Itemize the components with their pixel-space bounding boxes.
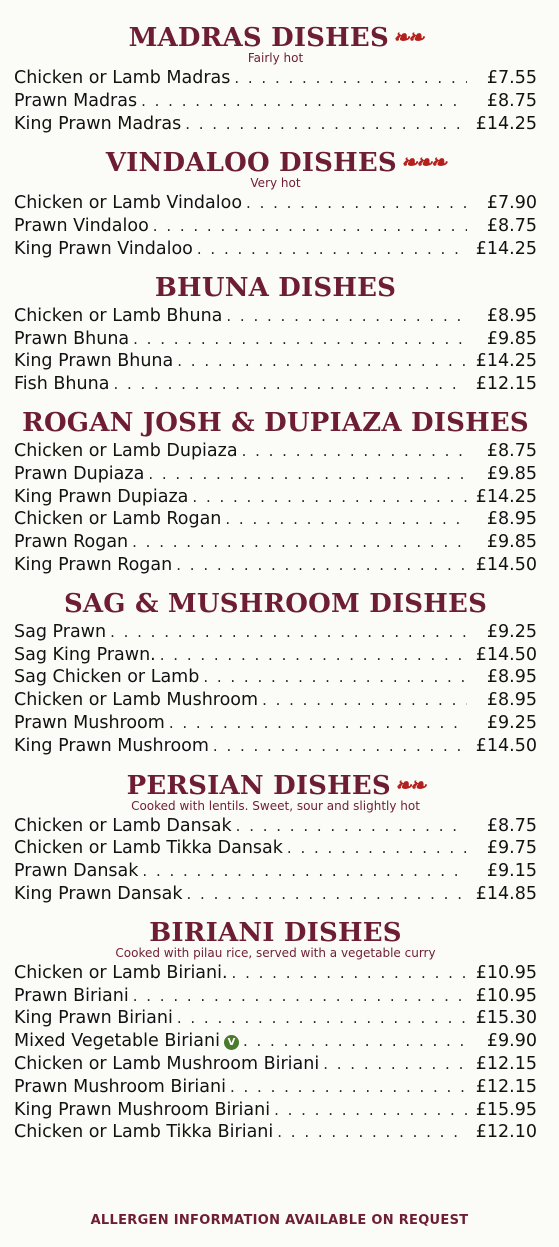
- item-price: £9.90: [486, 1031, 537, 1052]
- item-name-text: Chicken or Lamb Vindaloo: [14, 193, 243, 214]
- menu-item: [14, 666, 537, 689]
- dot-leader: [236, 815, 467, 838]
- dot-leader: [177, 1007, 467, 1030]
- item-name-text: King Prawn Biriani: [14, 1008, 173, 1029]
- double-chilli-icon: ❧❧: [394, 772, 425, 797]
- item-name: [14, 463, 144, 486]
- menu-item: [14, 962, 537, 985]
- item-name-text: Chicken or Lamb Mushroom: [14, 690, 259, 711]
- menu-section: [14, 408, 537, 577]
- allergen-footer: ALLERGEN INFORMATION AVAILABLE ON REQUEST: [90, 1213, 469, 1228]
- item-price: £8.75: [486, 216, 537, 237]
- item-name-text: Prawn Madras: [14, 90, 138, 111]
- menu-item: [14, 67, 537, 90]
- dot-leader: [246, 192, 467, 215]
- item-list: [14, 305, 537, 396]
- item-price: £8.95: [486, 690, 537, 711]
- item-name-text: Sag King Prawn.: [14, 644, 156, 665]
- item-name-text: King Prawn Vindaloo: [14, 238, 193, 259]
- double-chilli-icon: ❧❧: [392, 25, 423, 49]
- item-name: [14, 328, 129, 351]
- item-price: £9.25: [486, 712, 537, 733]
- item-price: £15.30: [475, 1008, 537, 1029]
- item-price: £14.25: [475, 238, 537, 259]
- item-name-text: Chicken or Lamb Tikka Dansak: [14, 838, 283, 859]
- item-price: £14.25: [475, 113, 537, 134]
- item-price: £9.85: [486, 463, 537, 484]
- item-name-text: King Prawn Dupiaza: [14, 486, 189, 507]
- menu-item: [14, 985, 537, 1008]
- menu-item: [14, 883, 537, 906]
- dot-leader: [323, 1053, 467, 1076]
- item-name-text: King Prawn Mushroom: [14, 735, 209, 756]
- item-name: [14, 1121, 273, 1144]
- section-title: [14, 589, 537, 619]
- item-name: [14, 1099, 270, 1122]
- menu-item: [14, 815, 537, 838]
- item-name: [14, 815, 232, 838]
- dot-leader: [185, 113, 467, 136]
- menu-item: [14, 1053, 537, 1076]
- menu-item: [14, 373, 537, 396]
- dot-leader: [113, 373, 467, 396]
- item-name-text: Fish Bhuna: [14, 374, 110, 395]
- menu-item: [14, 1030, 537, 1053]
- item-list: [14, 815, 537, 906]
- menu-sections: [14, 22, 537, 1144]
- section-subtitle: Very hot: [250, 176, 301, 191]
- item-name-text: Prawn Dupiaza: [14, 463, 145, 484]
- item-price: £9.85: [486, 328, 537, 349]
- section-title: [14, 918, 537, 948]
- menu-section: [14, 589, 537, 758]
- item-name: [14, 644, 156, 667]
- dot-leader: [243, 1030, 467, 1053]
- item-price: £7.90: [486, 193, 537, 214]
- item-name: [14, 883, 183, 906]
- section-title-text: MADRAS DISHES: [128, 23, 389, 53]
- menu-item: [14, 712, 537, 735]
- dot-leader: [192, 486, 467, 509]
- dot-leader: [133, 328, 467, 351]
- dot-leader: [141, 90, 467, 113]
- item-name-text: Sag Chicken or Lamb: [14, 667, 200, 688]
- menu-item: [14, 1099, 537, 1122]
- menu-section: [14, 770, 537, 906]
- dot-leader: [133, 985, 467, 1008]
- dot-leader: [277, 1121, 467, 1144]
- vegetarian-icon: V: [224, 1035, 239, 1050]
- menu-item: [14, 192, 537, 215]
- item-name: [14, 985, 129, 1008]
- menu-item: [14, 90, 537, 113]
- item-list: [14, 192, 537, 260]
- item-name-text: Prawn Dansak: [14, 861, 139, 882]
- menu-section: [14, 22, 537, 135]
- dot-leader: [230, 1076, 467, 1099]
- item-name-text: Chicken or Lamb Bhuna: [14, 305, 223, 326]
- item-name-text: Prawn Bhuna: [14, 328, 130, 349]
- dot-leader: [203, 666, 467, 689]
- item-name: [14, 90, 137, 113]
- dot-leader: [225, 508, 467, 531]
- menu-item: [14, 486, 537, 509]
- item-name-text: Prawn Mushroom Biriani: [14, 1076, 226, 1097]
- item-list: [14, 962, 537, 1144]
- menu-item: [14, 1076, 537, 1099]
- menu-item: [14, 689, 537, 712]
- item-name: [14, 238, 193, 261]
- item-price: £8.95: [486, 509, 537, 530]
- menu-item: [14, 463, 537, 486]
- item-name-text: Prawn Mushroom: [14, 712, 165, 733]
- item-name: [14, 1076, 226, 1099]
- item-price: £9.85: [486, 532, 537, 553]
- dot-leader: [187, 883, 468, 906]
- menu-item: [14, 1007, 537, 1030]
- item-price: £8.75: [486, 90, 537, 111]
- item-name-text: Chicken or Lamb Biriani.: [14, 962, 228, 983]
- item-name: [14, 735, 209, 758]
- item-price: £14.25: [475, 486, 537, 507]
- section-title: [14, 770, 537, 801]
- item-name: [14, 554, 172, 577]
- item-name-text: Chicken or Lamb Tikka Biriani: [14, 1122, 274, 1143]
- item-name: [14, 1053, 319, 1076]
- item-name-text: Chicken or Lamb Rogan: [14, 509, 222, 530]
- triple-chilli-icon: ❧❧❧: [400, 150, 446, 175]
- item-name-text: Prawn Biriani: [14, 985, 129, 1006]
- menu-item: [14, 531, 537, 554]
- item-price: £9.75: [486, 838, 537, 859]
- item-name-text: Prawn Rogan: [14, 532, 129, 553]
- item-name-text: King Prawn Mushroom Biriani: [14, 1099, 271, 1120]
- item-name: [14, 1007, 173, 1030]
- item-list: [14, 621, 537, 758]
- item-price: £14.50: [475, 554, 537, 575]
- item-name-text: Chicken or Lamb Madras: [14, 68, 231, 88]
- item-name: [14, 508, 221, 531]
- dot-leader: [234, 67, 467, 90]
- section-subtitle: Fairly hot: [247, 51, 304, 65]
- menu-item: [14, 1121, 537, 1144]
- item-name-text: Sag Prawn: [14, 621, 107, 642]
- menu-item: [14, 215, 537, 238]
- item-price: £8.75: [486, 815, 537, 836]
- item-name-text: King Prawn Bhuna: [14, 351, 174, 372]
- item-name: [14, 689, 258, 712]
- section-subtitle: Cooked with pilau rice, served with a vegetable curry: [115, 945, 436, 960]
- dot-leader: [274, 1099, 467, 1122]
- item-name-text: King Prawn Madras: [14, 113, 182, 134]
- item-price: £8.95: [486, 305, 537, 326]
- section-title-text: SAG & MUSHROOM DISHES: [63, 588, 488, 619]
- item-name-text: Chicken or Lamb Dansak: [14, 815, 232, 836]
- item-price: £7.55: [486, 68, 537, 88]
- item-price: £14.50: [475, 735, 537, 756]
- item-name: [14, 215, 149, 238]
- item-price: £14.25: [475, 351, 537, 372]
- menu-item: [14, 860, 537, 883]
- menu-item: [14, 554, 537, 577]
- menu-item: [14, 238, 537, 261]
- menu-item: [14, 837, 537, 860]
- dot-leader: [262, 689, 467, 712]
- item-name-text: Chicken or Lamb Dupiaza: [14, 440, 238, 461]
- item-price: £9.25: [486, 621, 537, 642]
- item-name: [14, 440, 238, 463]
- dot-leader: [142, 860, 467, 883]
- dot-leader: [132, 531, 467, 554]
- item-price: £12.15: [475, 1053, 537, 1074]
- item-price: £14.85: [475, 883, 537, 904]
- section-subtitle: Cooked with lentils. Sweet, sour and slightly hot: [131, 798, 420, 813]
- menu-item: [14, 350, 537, 373]
- dot-leader: [153, 215, 467, 238]
- item-price: £10.95: [475, 985, 537, 1006]
- menu-item: [14, 113, 537, 136]
- item-name-text: Mixed Vegetable Biriani: [14, 1031, 220, 1052]
- item-price: £12.15: [475, 374, 537, 395]
- item-name: [14, 837, 283, 860]
- section-title-text: ROGAN JOSH & DUPIAZA DISHES: [22, 407, 529, 438]
- menu-section: [14, 147, 537, 260]
- menu-item: [14, 508, 537, 531]
- item-price: £14.50: [475, 644, 537, 665]
- dot-leader: [213, 735, 467, 758]
- section-title: [14, 408, 537, 438]
- item-name: [14, 712, 165, 735]
- item-name: [14, 373, 109, 396]
- dot-leader: [110, 621, 467, 644]
- dot-leader: [148, 463, 467, 486]
- dot-leader: [177, 350, 467, 373]
- menu-item: [14, 328, 537, 351]
- menu-item: [14, 644, 537, 667]
- item-name-text: Chicken or Lamb Mushroom Biriani: [14, 1053, 320, 1074]
- section-title: [14, 147, 537, 178]
- item-name-text: Prawn Vindaloo: [14, 216, 149, 237]
- dot-leader: [232, 962, 467, 985]
- item-list: [14, 440, 537, 577]
- item-name-text: King Prawn Dansak: [14, 883, 183, 904]
- dot-leader: [242, 440, 467, 463]
- item-price: £12.10: [475, 1122, 537, 1143]
- item-name: [14, 192, 242, 215]
- section-title-text: BHUNA DISHES: [154, 272, 397, 303]
- item-name: [14, 350, 173, 373]
- item-list: [14, 67, 537, 135]
- menu-item: [14, 440, 537, 463]
- item-name: [14, 113, 181, 136]
- dot-leader: [176, 554, 467, 577]
- item-name: [14, 67, 230, 90]
- item-price: £9.15: [486, 861, 537, 882]
- item-name: [14, 860, 138, 883]
- section-title-text: VINDALOO DISHES: [105, 148, 397, 179]
- item-name: [14, 962, 228, 985]
- menu-section: [14, 273, 537, 396]
- item-name: [14, 486, 188, 509]
- item-name: [14, 666, 199, 689]
- section-title: [14, 22, 537, 53]
- item-name: [14, 1030, 239, 1053]
- section-title-text: PERSIAN DISHES: [126, 770, 391, 801]
- item-name-text: King Prawn Rogan: [14, 554, 173, 575]
- item-price: £10.95: [475, 962, 537, 983]
- item-price: £12.15: [475, 1076, 537, 1097]
- item-name: [14, 531, 128, 554]
- dot-leader: [160, 644, 467, 667]
- dot-leader: [169, 712, 467, 735]
- item-price: £15.95: [475, 1099, 537, 1120]
- item-price: £8.75: [486, 440, 537, 461]
- menu-section: [14, 918, 537, 1144]
- section-title: [14, 273, 537, 303]
- menu-item: [14, 305, 537, 328]
- item-name: [14, 621, 106, 644]
- dot-leader: [197, 238, 467, 261]
- item-price: £8.95: [486, 667, 537, 688]
- menu-item: [14, 735, 537, 758]
- item-name: [14, 305, 222, 328]
- dot-leader: [226, 305, 467, 328]
- dot-leader: [287, 837, 467, 860]
- section-title-text: BIRIANI DISHES: [149, 917, 402, 948]
- menu-item: [14, 621, 537, 644]
